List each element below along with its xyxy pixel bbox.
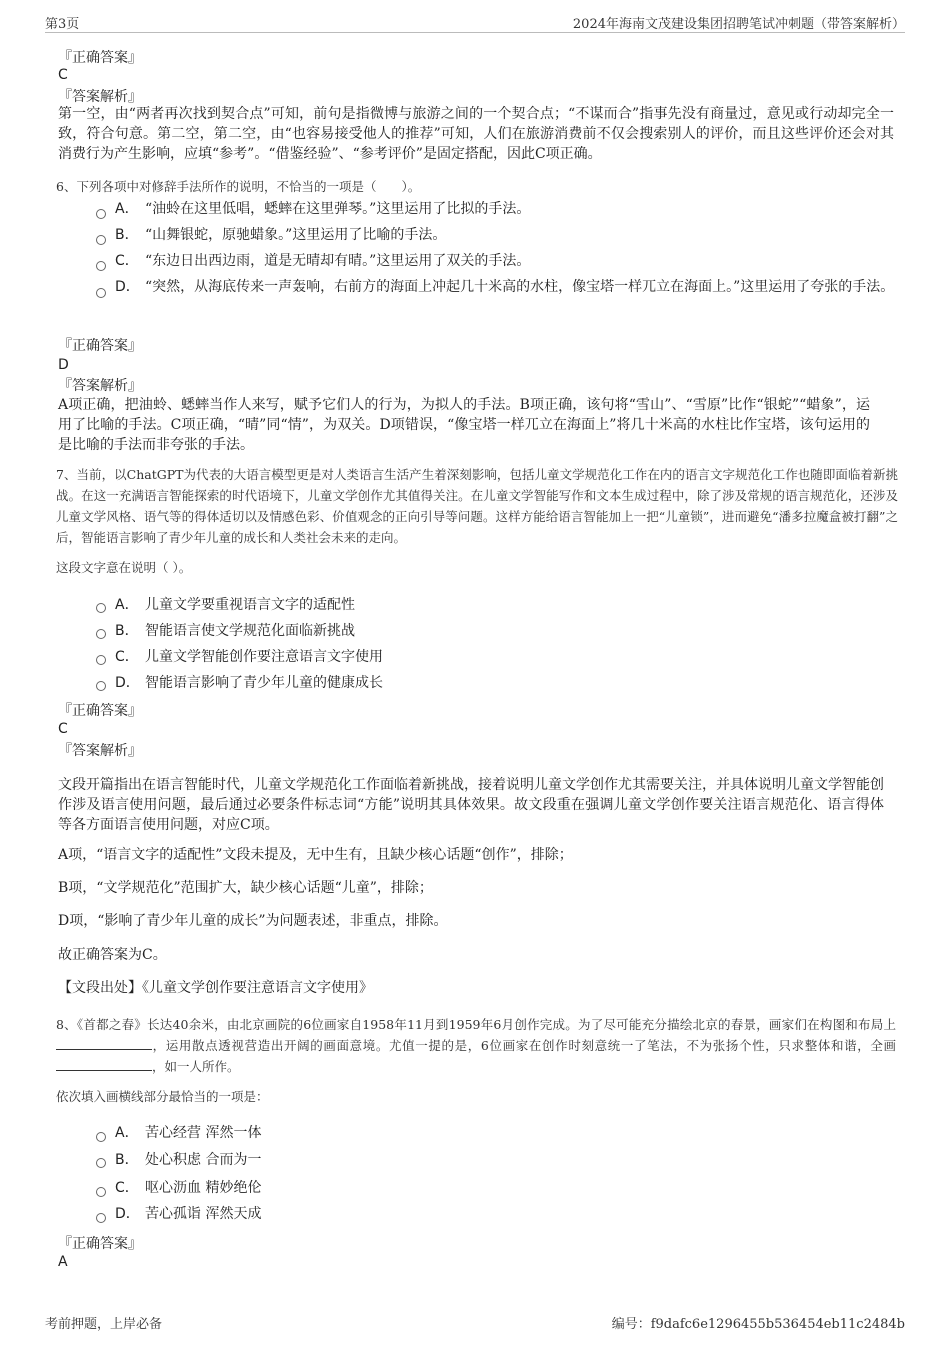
q7-note-b: B项，“文学规范化”范围扩大，缺少核心话题“儿童”，排除； [58, 880, 433, 896]
q7-answer: C [58, 721, 68, 737]
q6-option-d [115, 276, 895, 298]
q7-source: 【文段出处】《儿童文学创作要注意语言文字使用》 [58, 980, 373, 996]
q6-option-a-radio[interactable] [96, 209, 106, 219]
q6-answer-label: 『正确答案』 [58, 338, 142, 354]
q6-option-d-radio[interactable] [96, 288, 106, 298]
header-divider [45, 32, 905, 33]
option-text: “突然，从海底传来一声轰响，右前方的海面上冲起几十米高的水柱，像宝塔一样兀立在海面上。”这里运用了夸张的手法。 [145, 279, 895, 295]
q5-answer: C [58, 67, 68, 83]
q8-option-a-radio[interactable] [96, 1132, 106, 1142]
q8-option-c-radio[interactable] [96, 1187, 106, 1197]
q6-option-a [115, 198, 895, 220]
q6-option-b [115, 224, 895, 246]
q7-option-a [115, 594, 355, 616]
q8-option-c [115, 1177, 261, 1199]
option-letter: D． [115, 675, 140, 691]
q5-analysis: 第一空，由“两者再次找到契合点”可知，前句是指微博与旅游之间的一个契合点；“不谋而合”指事先没有商量过，意见或行动却完全一致，符合句意。第二空，第二空，由“也容易接受他人的推荐”可知，人们在旅游消费前不仅会搜索别人的评价，而且这些评价还会对其消费行为产生影响，应填“参考”。“借鉴经验”、“参考评价”是固定搭配，因此C项正确。 [58, 106, 894, 162]
q7-note-a: A项，“语言文字的适配性”文段未提及，无中生有，且缺少核心话题“创作”，排除； [58, 847, 573, 863]
q7-analysis: 文段开篇指出在语言智能时代，儿童文学规范化工作面临着新挑战，接着说明儿童文学创作尤其需要关注，并具体说明儿童文学智能创作涉及语言使用问题，最后通过必要条件标志词“方能”说明其具体效果。故文段重在强调儿童文学创作要关注语言规范化、语言得体等各方面语言使用问题，对应C项。 [58, 777, 884, 833]
option-letter: B． [115, 1152, 139, 1168]
document-id: 编号：f9dafc6e1296455b536454eb11c2484b [611, 1317, 905, 1332]
q7-option-c [115, 646, 383, 668]
q7-conclusion: 故正确答案为C。 [58, 947, 167, 963]
q8-text-part2: ，运用散点透视营造出开阔的画面意境。尤值一提的是，6位画家在创作时刻意统一了笔法，不为张扬个性，只求整体和谐，全画 [152, 1038, 896, 1053]
q6-answer: D [58, 357, 69, 373]
option-text: 儿童文学智能创作要注意语言文字使用 [145, 649, 383, 665]
option-text: “东边日出西边雨，道是无晴却有晴。”这里运用了双关的手法。 [145, 253, 531, 269]
q7-question: 7、当前，以ChatGPT为代表的大语言模型更是对人类语言生活产生着深刻影响，包括儿童文学规范化工作在内的语言文字规范化工作也随即面临着新挑战。在这一充满语言智能探索的时代语境下，儿童文学创作尤其值得关注。在儿童文学智能写作和文本生成过程中，除了涉及常规的语言规范化，还涉及儿童文学风格、语气等的得体适切以及情感色彩、价值观念的正向引导等问题。这样方能给语言智能加上一把“儿童锁”，进而避免“潘多拉魔盒被打翻”之后，智能语言影响了青少年儿童的成长和人类社会未来的走向。 [56, 467, 898, 545]
q8-text-part1: 8、《首都之春》长达40余米，由北京画院的6位画家自1958年11月到1959年6月创作完成。为了尽可能充分描绘北京的春景，画家们在构图和布局上 [56, 1017, 896, 1032]
option-text: 处心积虑 合而为一 [145, 1152, 262, 1168]
option-letter: A． [115, 1125, 139, 1141]
option-text: 智能语言影响了青少年儿童的健康成长 [145, 675, 383, 691]
q8-prompt: 依次填入画横线部分最恰当的一项是： [56, 1089, 269, 1104]
option-text: 苦心孤诣 浑然天成 [145, 1206, 262, 1222]
q7-answer-label: 『正确答案』 [58, 703, 142, 719]
q5-analysis-label: 『答案解析』 [58, 89, 142, 105]
option-letter: A． [115, 201, 139, 217]
option-text: 苦心经营 浑然一体 [145, 1125, 262, 1141]
option-letter: D． [115, 279, 140, 295]
option-letter: A． [115, 597, 139, 613]
q6-option-b-radio[interactable] [96, 235, 106, 245]
option-letter: D． [115, 1206, 140, 1222]
q8-option-d-radio[interactable] [96, 1213, 106, 1223]
q7-option-d-radio[interactable] [96, 681, 106, 691]
q6-option-c [115, 250, 895, 272]
q8-answer-label: 『正确答案』 [58, 1236, 142, 1252]
option-letter: C． [115, 1180, 139, 1196]
option-letter: C． [115, 253, 139, 269]
option-letter: C． [115, 649, 139, 665]
q7-option-b [115, 620, 355, 642]
page-number: 第3页 [45, 17, 80, 32]
option-text: 儿童文学要重视语言文字的适配性 [145, 597, 355, 613]
option-letter: B． [115, 227, 139, 243]
q7-option-b-radio[interactable] [96, 629, 106, 639]
q6-option-c-radio[interactable] [96, 261, 106, 271]
q8-option-b-radio[interactable] [96, 1158, 106, 1168]
q7-option-d [115, 672, 383, 694]
option-text: 呕心沥血 精妙绝伦 [145, 1180, 262, 1196]
q8-question [56, 1014, 896, 1077]
q6-analysis: A项正确，把油蛉、蟋蟀当作人来写，赋予它们人的行为，为拟人的手法。B项正确，该句将“雪山”、“雪原”比作“银蛇”“蜡象”，运用了比喻的手法。C项正确，“晴”同“情”，为双关。D项错误，“像宝塔一样兀立在海面上”将几十米高的水柱比作宝塔，该句运用的是比喻的手法而非夸张的手法。 [58, 397, 870, 453]
q7-prompt: 这段文字意在说明（ ）。 [56, 560, 192, 575]
q7-option-a-radio[interactable] [96, 603, 106, 613]
q5-answer-label: 『正确答案』 [58, 50, 142, 66]
footer-slogan: 考前押题，上岸必备 [45, 1317, 163, 1332]
q8-option-b [115, 1149, 261, 1171]
document-title: 2024年海南文茂建设集团招聘笔试冲刺题（带答案解析） [572, 17, 905, 32]
q7-note-d: D项，“影响了青少年儿童的成长”为问题表述，非重点，排除。 [58, 913, 448, 929]
q7-option-c-radio[interactable] [96, 655, 106, 665]
q6-question: 6、下列各项中对修辞手法所作的说明，不恰当的一项是（ ）。 [56, 179, 421, 194]
option-text: 智能语言使文学规范化面临新挑战 [145, 623, 355, 639]
option-text: “油蛉在这里低唱，蟋蟀在这里弹琴。”这里运用了比拟的手法。 [145, 201, 531, 217]
q8-answer: A [58, 1254, 68, 1270]
q7-analysis-label: 『答案解析』 [58, 743, 142, 759]
option-letter: B． [115, 623, 139, 639]
option-text: “山舞银蛇，原驰蜡象。”这里运用了比喻的手法。 [145, 227, 447, 243]
q8-blank-1 [56, 1037, 152, 1050]
q8-text-part3: ，如一人所作。 [152, 1059, 240, 1074]
q6-analysis-label: 『答案解析』 [58, 378, 142, 394]
q8-option-a [115, 1122, 261, 1144]
q8-option-d [115, 1203, 261, 1225]
q8-blank-2 [56, 1058, 152, 1071]
